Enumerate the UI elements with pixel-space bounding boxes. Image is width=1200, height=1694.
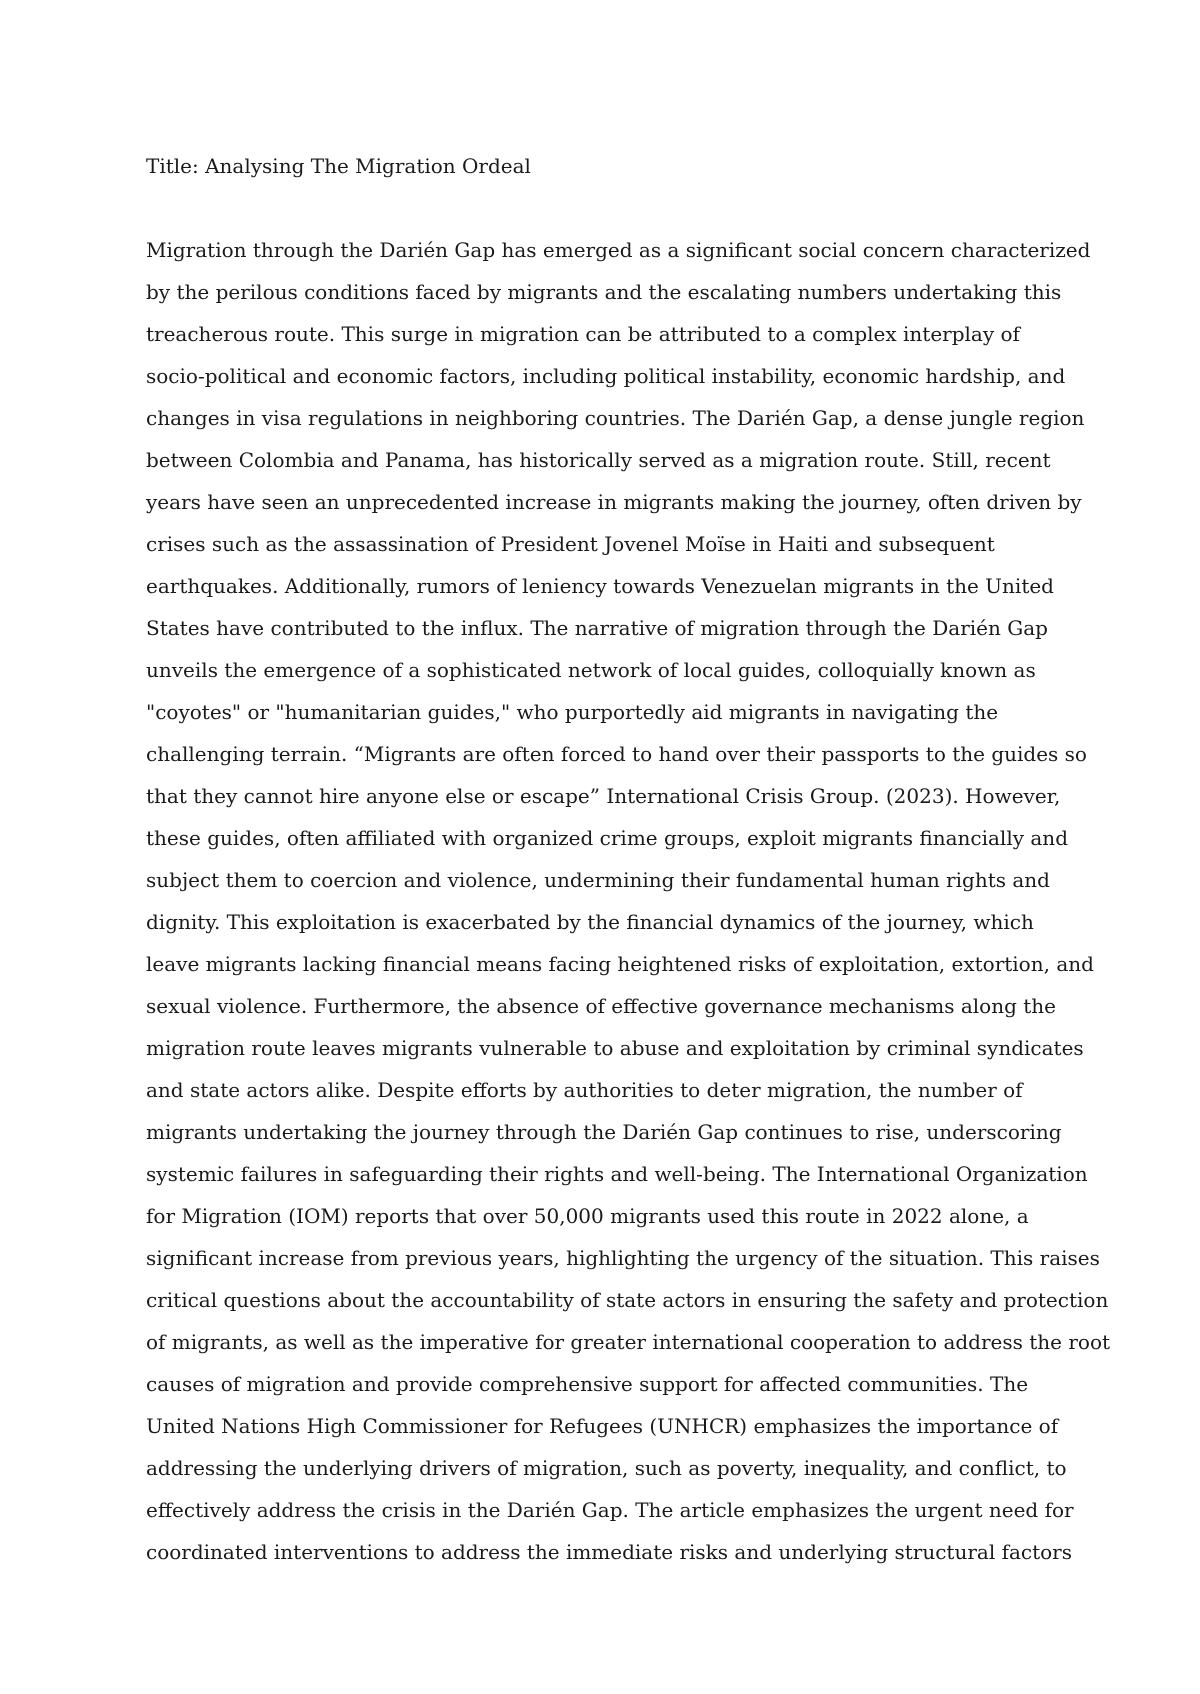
body-line: migration route leaves migrants vulnerable to abuse and exploitation by criminal syndicates — [146, 1036, 1084, 1060]
body-line: Migration through the Darién Gap has emerged as a significant social concern characterized — [146, 238, 1091, 262]
document-title: Title: Analysing The Migration Ordeal — [146, 154, 531, 178]
body-line: these guides, often affiliated with organized crime groups, exploit migrants financially and — [146, 826, 1068, 850]
body-line: subject them to coercion and violence, undermining their fundamental human rights and — [146, 868, 1050, 892]
body-line: sexual violence. Furthermore, the absence of effective governance mechanisms along the — [146, 994, 1057, 1018]
body-line: earthquakes. Additionally, rumors of leniency towards Venezuelan migrants in the United — [146, 574, 1054, 598]
body-line: that they cannot hire anyone else or escape” International Crisis Group. (2023). However, — [146, 784, 1061, 808]
body-line: treacherous route. This surge in migration can be attributed to a complex interplay of — [146, 322, 1020, 346]
body-line: by the perilous conditions faced by migrants and the escalating numbers undertaking this — [146, 280, 1062, 304]
body-line: United Nations High Commissioner for Refugees (UNHCR) emphasizes the importance of — [146, 1414, 1059, 1438]
body-line: systemic failures in safeguarding their rights and well-being. The International Organization — [146, 1162, 1088, 1186]
title-spacer — [146, 187, 1076, 229]
body-line: years have seen an unprecedented increase in migrants making the journey, often driven by — [146, 490, 1082, 514]
body-line: changes in visa regulations in neighboring countries. The Darién Gap, a dense jungle region — [146, 406, 1085, 430]
body-paragraph — [146, 229, 1111, 1573]
body-line: coordinated interventions to address the immediate risks and underlying structural factors — [146, 1540, 1073, 1564]
body-line: and state actors alike. Despite efforts by authorities to deter migration, the number of — [146, 1078, 1023, 1102]
body-line: dignity. This exploitation is exacerbated by the financial dynamics of the journey, which — [146, 910, 1034, 934]
body-line: significant increase from previous years, highlighting the urgency of the situation. This raises — [146, 1246, 1100, 1270]
body-line: effectively address the crisis in the Darién Gap. The article emphasizes the urgent need for — [146, 1498, 1074, 1522]
body-line: between Colombia and Panama, has historically served as a migration route. Still, recent — [146, 448, 1051, 472]
document-content — [146, 145, 1111, 1573]
body-line: for Migration (IOM) reports that over 50,000 migrants used this route in 2022 alone, a — [146, 1204, 1029, 1228]
body-line: "coyotes" or "humanitarian guides," who purportedly aid migrants in navigating the — [146, 700, 999, 724]
body-line: crises such as the assassination of President Jovenel Moïse in Haiti and subsequent — [146, 532, 995, 556]
body-line: leave migrants lacking financial means facing heightened risks of exploitation, extortion, and — [146, 952, 1094, 976]
body-line: migrants undertaking the journey through the Darién Gap continues to rise, underscoring — [146, 1120, 1062, 1144]
body-line: critical questions about the accountability of state actors in ensuring the safety and protection — [146, 1288, 1109, 1312]
body-line: unveils the emergence of a sophisticated network of local guides, colloquially known as — [146, 658, 1036, 682]
body-line: of migrants, as well as the imperative for greater international cooperation to address the root — [146, 1330, 1111, 1354]
body-line: addressing the underlying drivers of migration, such as poverty, inequality, and conflict, to — [146, 1456, 1067, 1480]
body-line: States have contributed to the influx. The narrative of migration through the Darién Gap — [146, 616, 1048, 640]
body-line: challenging terrain. “Migrants are often forced to hand over their passports to the guides so — [146, 742, 1087, 766]
body-line: causes of migration and provide comprehensive support for affected communities. The — [146, 1372, 1029, 1396]
body-line: socio-political and economic factors, including political instability, economic hardship, and — [146, 364, 1066, 388]
